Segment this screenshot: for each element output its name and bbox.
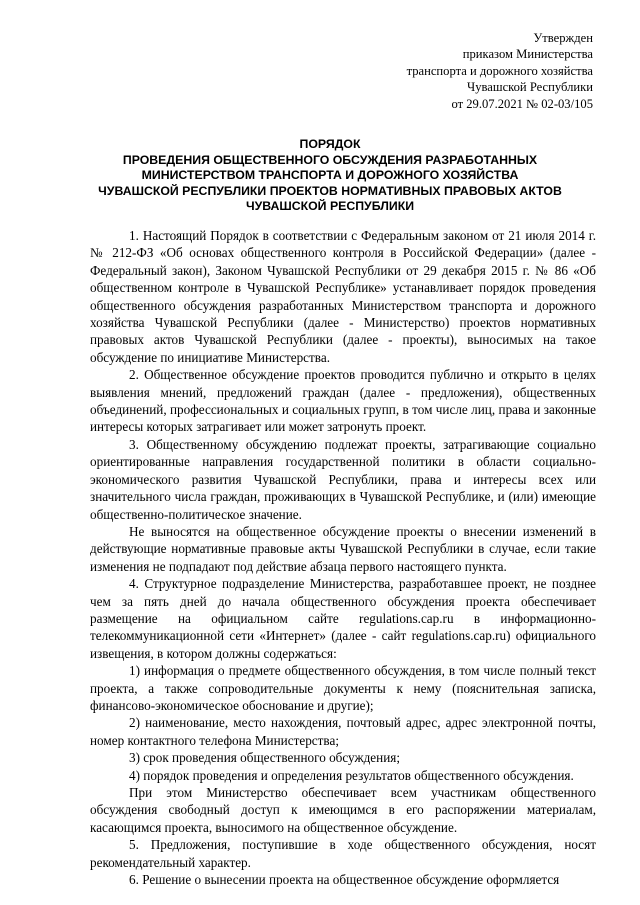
title-line: ПОРЯДОК <box>299 137 361 151</box>
document-title <box>60 137 600 215</box>
approval-line: от 29.07.2021 № 02-03/105 <box>451 96 593 111</box>
approval-line: приказом Министерства <box>462 47 593 62</box>
approval-line: транспорта и дорожного хозяйства <box>406 63 593 78</box>
paragraph: 2) наименование, место нахождения, почтовый адрес, адрес электронной почты, номер контактного телефона Министерства; <box>90 715 596 748</box>
approval-line: Утвержден <box>533 31 593 45</box>
paragraph: 1) информация о предмете общественного обсуждения, в том числе полный текст проекта, а также сопроводительные документы к нему (пояснительная записка, финансово-экономическое обоснование и другие); <box>90 663 596 713</box>
document-body <box>90 227 596 888</box>
title-line: МИНИСТЕРСТВОМ ТРАНСПОРТА И ДОРОЖНОГО ХОЗЯЙСТВА <box>141 168 519 183</box>
paragraph: 5. Предложения, поступившие в ходе общественного обсуждения, носят рекомендательный характер. <box>90 837 596 870</box>
title-line: ЧУВАШСКОЙ РЕСПУБЛИКИ <box>245 199 415 214</box>
paragraph: 4. Структурное подразделение Министерства, разработавшее проект, не позднее чем за пять дней до начала общественного обсуждения проекта обеспечивает размещение на официальном сайте regulations.cap.ru в информационно-телекоммуникационной сети «Интернет» (далее - сайт regulations.cap.ru) официального извещения, в котором должны содержаться: <box>90 576 596 661</box>
paragraph: 4) порядок проведения и определения результатов общественного обсуждения. <box>129 767 574 783</box>
paragraph: 1. Настоящий Порядок в соответствии с Федеральным законом от 21 июля 2014 г. № 212-ФЗ «Об основах общественного контроля в Российской Федерации» (далее - Федеральный закон), Законом Чувашской Республики от 29 декабря 2015 г. № 86 «Об общественном контроле в Чувашской Республике» устанавливает порядок проведения общественного обсуждения разработанных Министерством транспорта и дорожного хозяйства Чувашской Республики (далее - Министерство) проектов нормативных правовых актов Чувашской Республики (далее - проекты), выносимых на такое обсуждение по инициативе Министерства. <box>90 228 596 365</box>
title-line: ЧУВАШСКОЙ РЕСПУБЛИКИ ПРОЕКТОВ НОРМАТИВНЫХ ПРАВОВЫХ АКТОВ <box>98 183 562 198</box>
approval-stamp <box>407 30 593 112</box>
paragraph: При этом Министерство обеспечивает всем участникам общественного обсуждения свободный доступ к имеющимся в его распоряжении материалам, касающимся проекта, выносимого на общественное обсуждение. <box>90 785 596 835</box>
approval-line: Чувашской Республики <box>467 80 593 95</box>
paragraph: Не выносятся на общественное обсуждение проекты о внесении изменений в действующие нормативные правовые акты Чувашской Республики в случае, если такие изменения не подпадают под действие абзаца первого настоящего пункта. <box>90 523 596 574</box>
paragraph: 3. Общественному обсуждению подлежат проекты, затрагивающие социально ориентированные направления государственной политики в области социально-экономического развития Чувашской Республики, права и интересы всех или значительного числа граждан, проживающих в Чувашской Республике, и (или) имеющие общественно-политическое значение. <box>90 436 596 522</box>
title-line: ПРОВЕДЕНИЯ ОБЩЕСТВЕННОГО ОБСУЖДЕНИЯ РАЗРАБОТАННЫХ <box>122 152 538 167</box>
paragraph: 2. Общественное обсуждение проектов проводится публично и открыто в целях выявления мнений, предложений граждан (далее - предложения), общественных объединений, профессиональных и социальных групп, в том числе лиц, права и законные интересы которых затрагивает или может затронуть проект. <box>90 367 596 435</box>
paragraph: 3) срок проведения общественного обсуждения; <box>129 750 400 766</box>
paragraph: 6. Решение о вынесении проекта на общественное обсуждение оформляется <box>129 872 560 888</box>
